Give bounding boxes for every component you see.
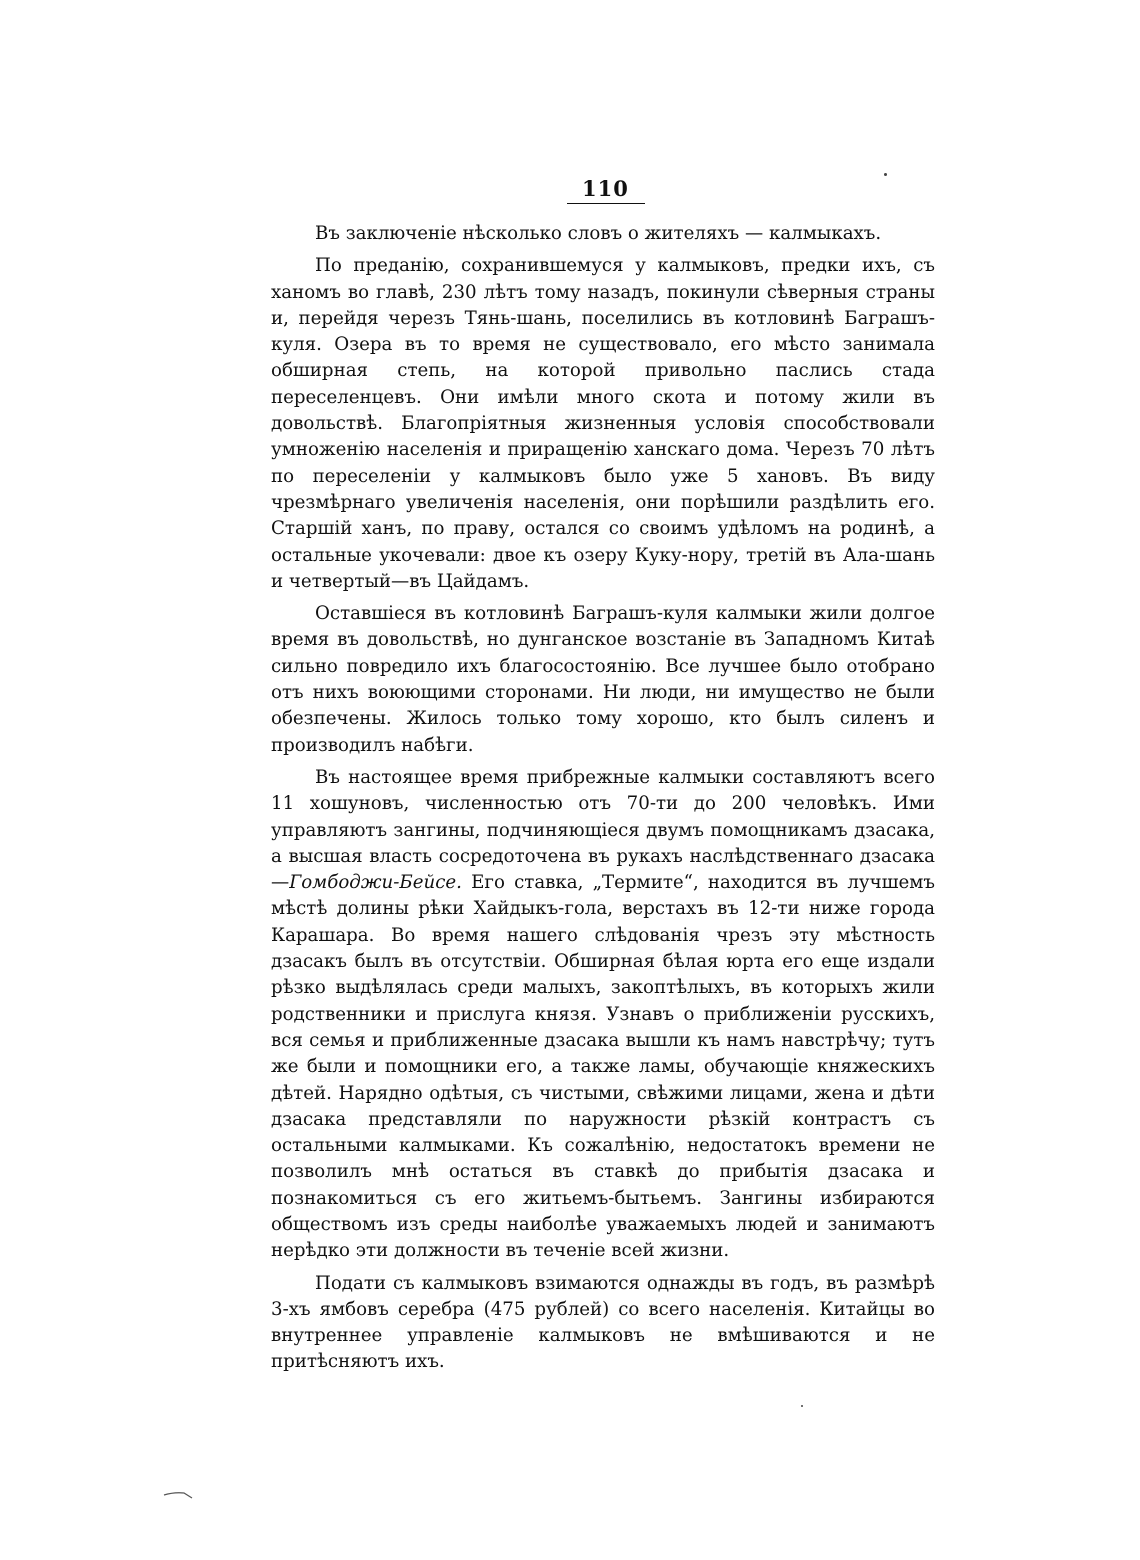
paragraph-4: [271, 765, 935, 1265]
paragraph-3: Оставшіеся въ котловинѣ Баграшъ-куля калмыки жили долгое время въ довольствѣ, но дунганское возстаніе въ Западномъ Китаѣ сильно повредило ихъ благосостоянію. Все лучшее было отобрано отъ нихъ воюющими сторонами. Ни люди, ни имущество не были обезпечены. Жилось только тому хорошо, кто былъ силенъ и производилъ набѣги.: [271, 603, 935, 756]
paragraph-5: Подати съ калмыковъ взимаются однажды въ годъ, въ размѣрѣ 3-хъ ямбовъ серебра (475 рублей) со всего населенія. Китайцы во внутреннее управленіе калмыковъ не вмѣшиваются и не притѣсняютъ ихъ.: [271, 1272, 935, 1373]
scan-speck: [801, 1405, 803, 1407]
scan-mark: [162, 1487, 198, 1501]
paragraph-2: По преданію, сохранившемуся у калмыковъ, предки ихъ, съ ханомъ во главѣ, 230 лѣтъ тому назадъ, покинули сѣверныя страны и, перейдя черезъ Тянь-шань, поселились въ котловинѣ Баграшъ-куля. Озера въ то время не существовало, его мѣсто занимала обширная степь, на которой привольно паслись стада переселенцевъ. Они имѣли много скота и потому жили въ довольствѣ. Благопріятныя жизненныя условія способствовали умноженію населенія и приращенію ханскаго дома. Черезъ 70 лѣтъ по переселеніи у калмыковъ было уже 5 хановъ. Въ виду чрезмѣрнаго увеличенія населенія, они порѣшили раздѣлить его. Старшій ханъ, по праву, остался со своимъ удѣломъ на родинѣ, а остальные укочевали: двое къ озеру Куку-нору, третій въ Ала-шань и четвертый—въ Цайдамъ.: [271, 255, 935, 592]
paragraph-4-name-italic: Гомбоджи-Бейсе.: [289, 872, 462, 894]
page-number: 110: [582, 176, 629, 201]
page-number-rule: [567, 203, 645, 204]
paragraph-4-part-2: Его ставка, „Термите“, находится въ лучшемъ мѣстѣ долины рѣки Хайдыкъ-гола, верстахъ въ 12-ти ниже города Карашара. Во время нашего слѣдованія чрезъ эту мѣстность дзасакъ былъ въ отсутствіи. Обширная бѣлая юрта его еще издали рѣзко выдѣлялась среди малыхъ, закоптѣлыхъ, въ которыхъ жили родственники и прислуга князя. Узнавъ о приближеніи русскихъ, вся семья и приближенные дзасака вышли къ намъ навстрѣчу; тутъ же были и помощники его, а также ламы, обучающіе княжескихъ дѣтей. Нарядно одѣтыя, съ чистыми, свѣжими лицами, жена и дѣти дзасака представляли по наружности рѣзкій контрастъ съ остальными калмыками. Къ сожалѣнію, недостатокъ времени не позволилъ мнѣ остаться въ ставкѣ до прибытія дзасака и познакомиться съ его житьемъ-бытьемъ. Зангины избираются обществомъ изъ среды наиболѣе уважаемыхъ людей и занимаютъ нерѣдко эти должности въ теченіе всей жизни.: [271, 872, 935, 1262]
paragraph-1: Въ заключеніе нѣсколько словъ о жителяхъ — калмыкахъ.: [315, 223, 882, 244]
scan-speck: [884, 173, 887, 176]
paragraph-4-part-1: Въ настоящее время прибрежные калмыки составляютъ всего 11 хошуновъ, численностью отъ 70-ти до 200 человѣкъ. Ими управляютъ зангины, подчиняющіеся двумъ помощникамъ дзасака, а высшая власть сосредоточена въ рукахъ наслѣдственнаго дзасака—: [271, 766, 935, 894]
body-text: [271, 221, 935, 1382]
